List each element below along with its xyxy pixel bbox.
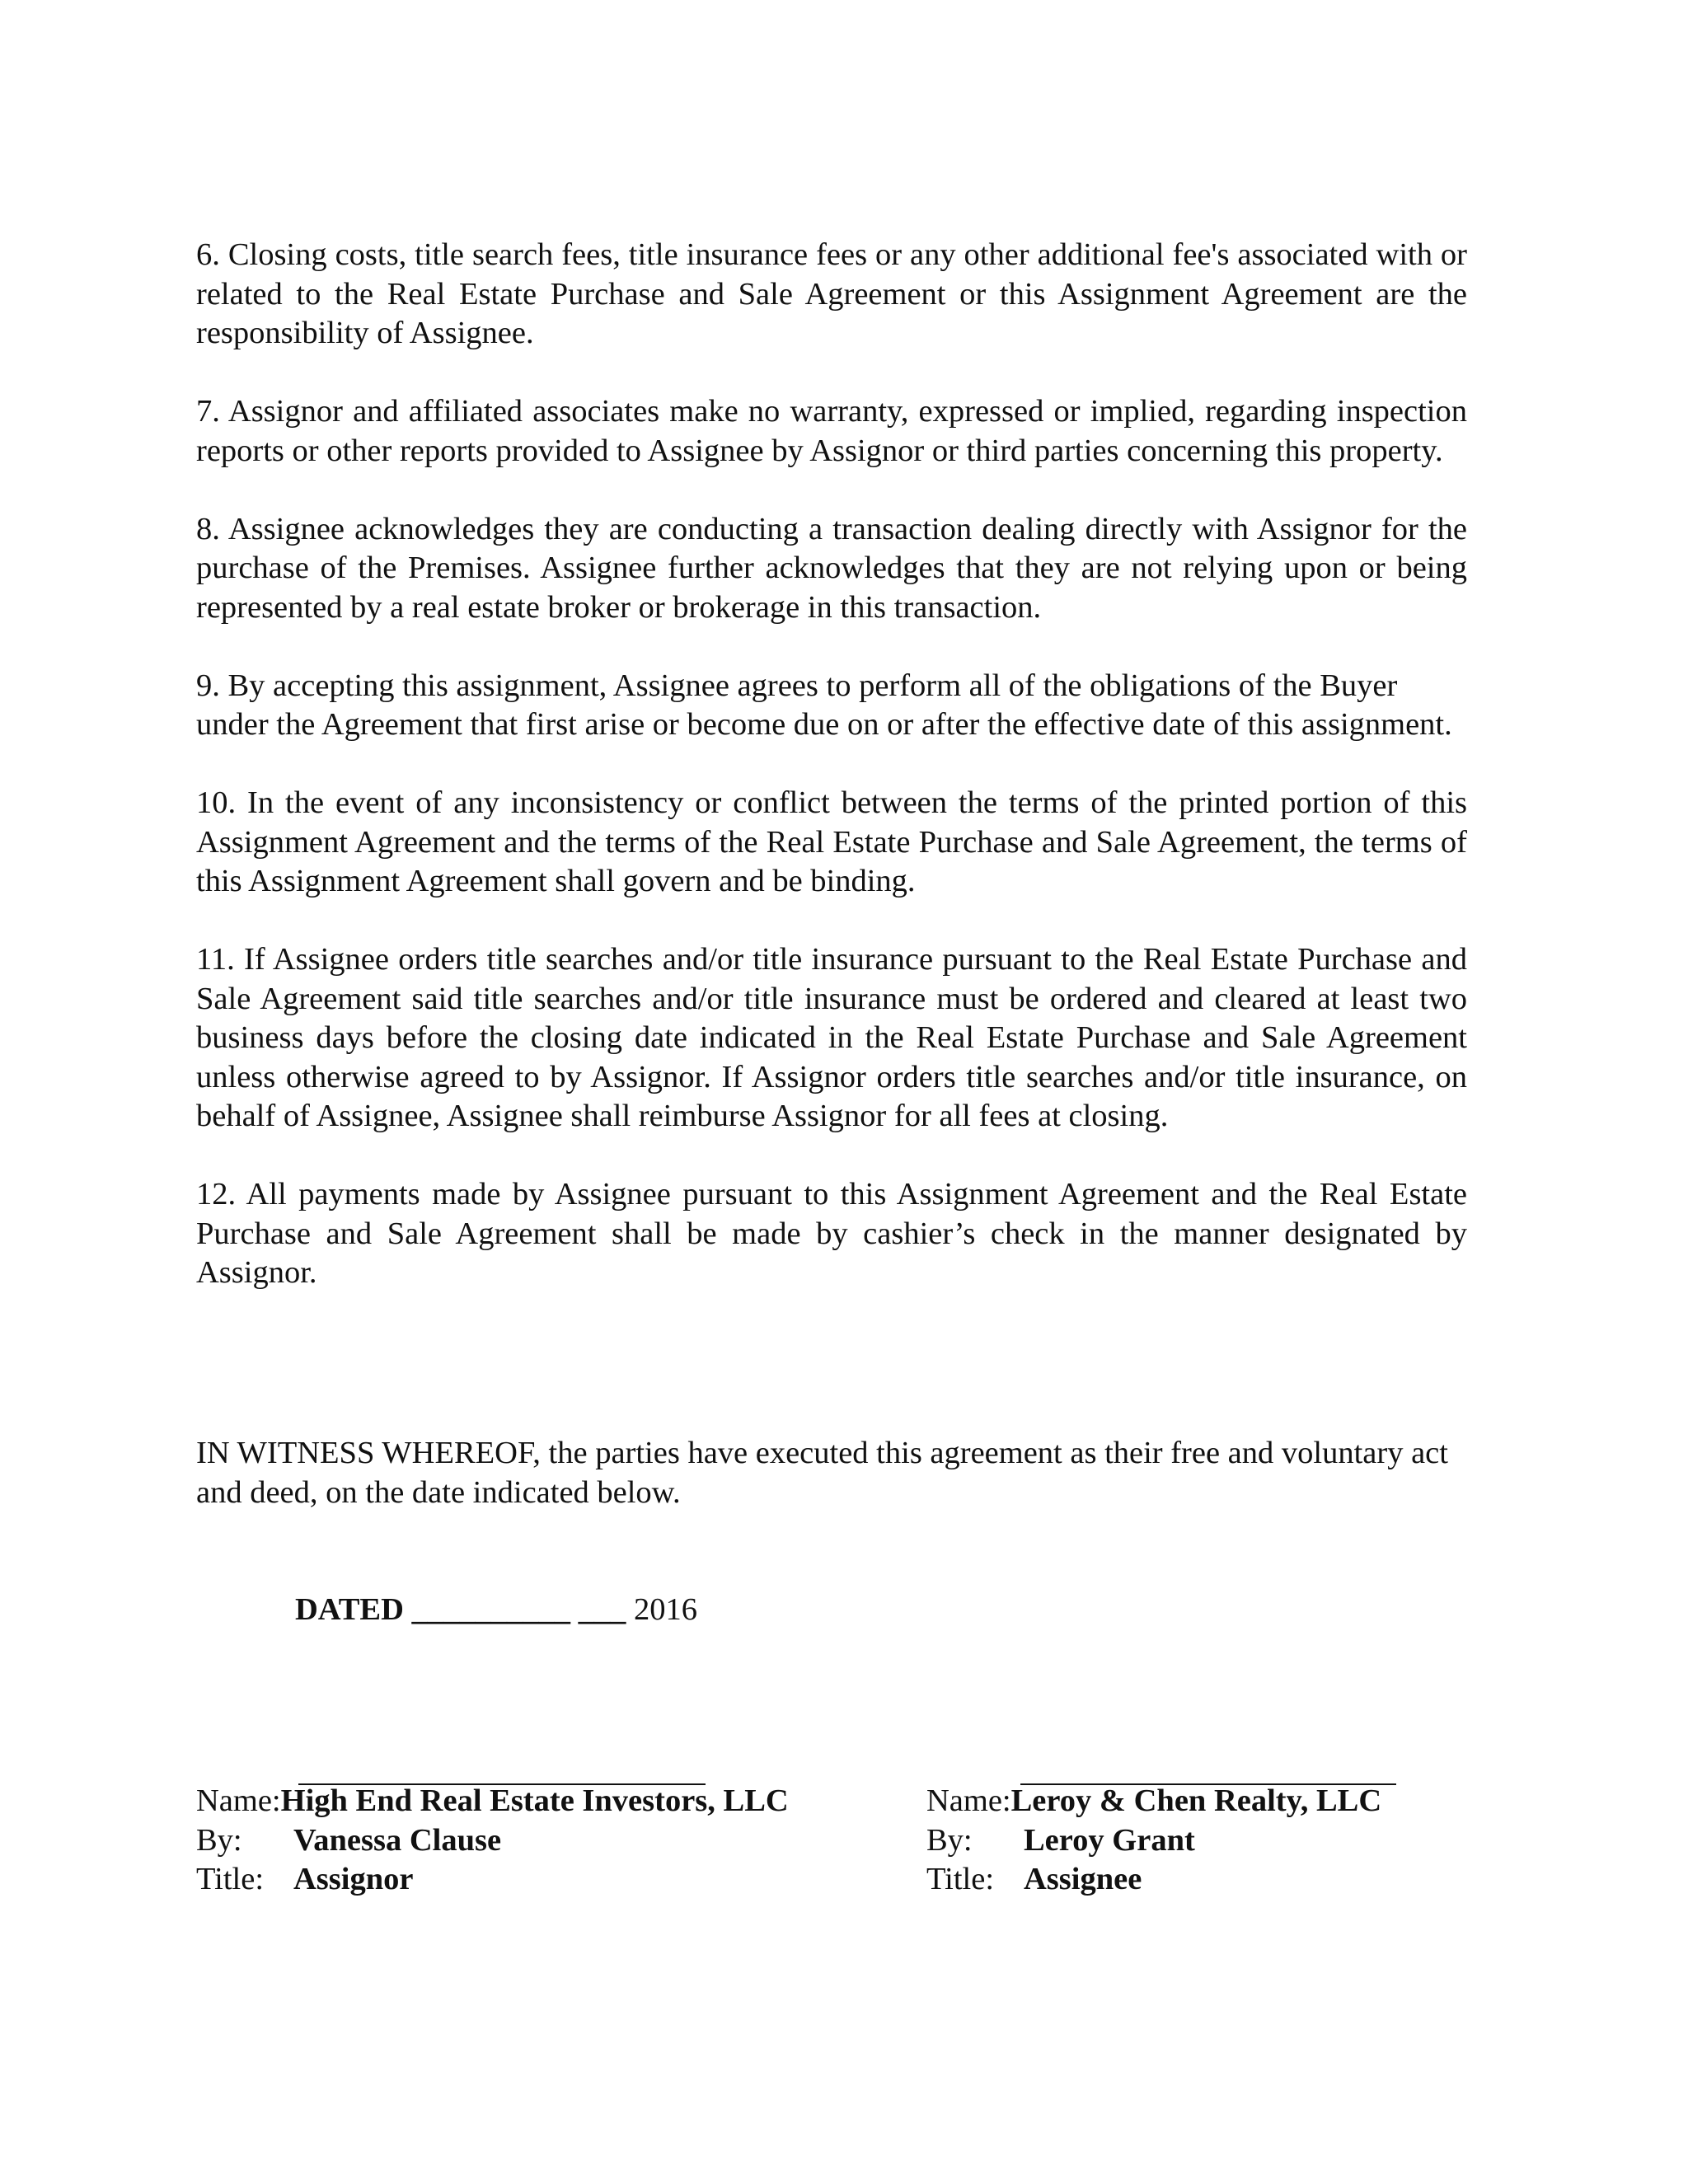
assignor-title-row [196, 1860, 789, 1900]
dated-blanks: __________ ___ [411, 1592, 626, 1627]
clause-6: 6. Closing costs, title search fees, title insurance fees or any other additional fee's associated with or related to the Real Estate Purchase and Sale Agreement or this Assignment Agreement are the responsibility of Assignee. [196, 237, 1467, 350]
assignee-signature-block [926, 1782, 1381, 1900]
clause-9: 9. By accepting this assignment, Assignee agrees to perform all of the obligations of the Buyer under the Agreement that first arise or become due on or after the effective date of this assignment. [196, 668, 1452, 742]
assignor-name-label: Name: [196, 1783, 281, 1818]
assignor-by: Vanessa Clause [293, 1822, 502, 1858]
assignor-name: High End Real Estate Investors, LLC [280, 1783, 789, 1818]
clause-8: 8. Assignee acknowledges they are conducting a transaction dealing directly with Assignor for the purchase of the Premises. Assignee further acknowledges that they are not relying upon or being represented by a real estate broker or brokerage in this transaction. [196, 511, 1467, 625]
clause-10: 10. In the event of any inconsistency or conflict between the terms of the printed portion of this Assignment Agreement and the terms of the Real Estate Purchase and Sale Agreement, the terms of this Assignment Agreement shall govern and be binding. [196, 785, 1467, 898]
assignor-name-row [196, 1782, 789, 1821]
assignee-title-row [926, 1860, 1381, 1900]
clause-11: 11. If Assignee orders title searches and/or title insurance pursuant to the Real Estate Purchase and Sale Agreement said title searches and/or title insurance must be ordered and cleared at least two business days before the closing date indicated in the Real Estate Purchase and Sale Agreement unless otherwise agreed to by Assignor. If Assignor orders title searches and/or title insurance, on behalf of Assignee, Assignee shall reimburse Assignor for all fees at closing. [196, 942, 1467, 1133]
dated-line [295, 1591, 697, 1630]
assignor-by-row [196, 1821, 789, 1861]
witness-statement: IN WITNESS WHEREOF, the parties have executed this agreement as their free and voluntary act and deed, on the date indicated below. [196, 1436, 1448, 1510]
assignor-title: Assignor [293, 1862, 414, 1896]
dated-year: 2016 [634, 1592, 698, 1627]
clause-12: 12. All payments made by Assignee pursuant to this Assignment Agreement and the Real Estate Purchase and Sale Agreement shall be made by cashier’s check in the manner designated by Assignor. [196, 1177, 1467, 1290]
assignee-by-label: By: [926, 1822, 973, 1858]
assignor-signature-block [196, 1782, 789, 1900]
assignor-title-label: Title: [196, 1862, 265, 1896]
dated-label: DATED [295, 1592, 404, 1627]
assignee-name-label: Name: [926, 1783, 1011, 1818]
assignor-by-label: By: [196, 1822, 242, 1858]
assignee-name: Leroy & Chen Realty, LLC [1010, 1783, 1382, 1818]
assignee-name-row [926, 1782, 1381, 1821]
assignee-title-label: Title: [926, 1862, 995, 1896]
clause-list [196, 236, 1467, 1332]
clause-7: 7. Assignor and affiliated associates make no warranty, expressed or implied, regarding inspection reports or other reports provided to Assignee by Assignor or third parties concerning this property. [196, 394, 1467, 468]
assignee-title: Assignee [1024, 1862, 1142, 1896]
assignee-by: Leroy Grant [1024, 1822, 1195, 1858]
assignee-by-row [926, 1821, 1381, 1861]
